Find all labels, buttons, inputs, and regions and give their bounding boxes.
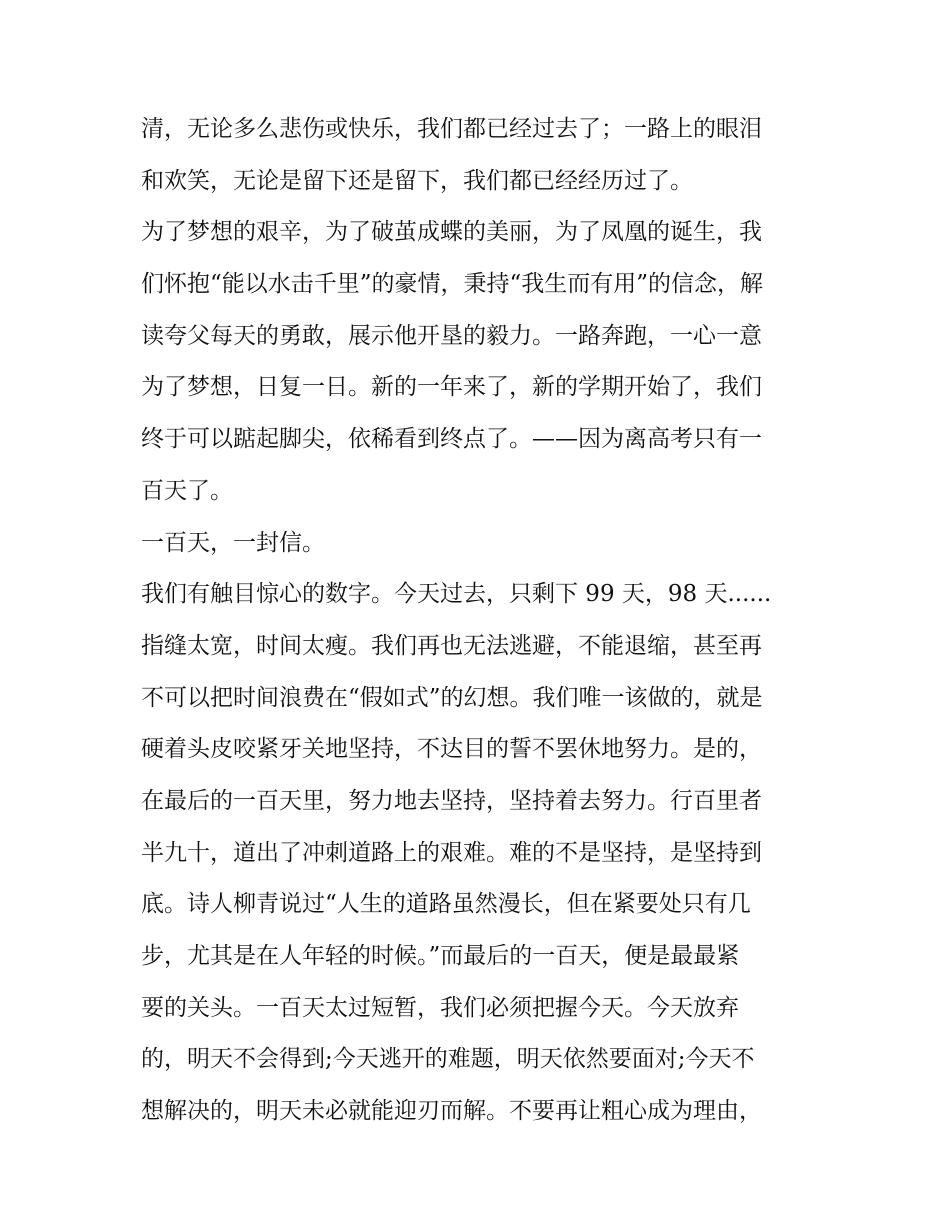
- text-line: 不可以把时间浪费在“假如式”的幻想。我们唯一该做的，就是: [141, 684, 763, 711]
- text-line: 想解决的，明天未必就能迎刃而解。不要再让粗心成为理由，: [141, 1098, 762, 1125]
- text-line: 的，明天不会得到;今天逃开的难题，明天依然要面对;今天不: [141, 1046, 755, 1073]
- text-line: 终于可以踮起脚尖，依稀看到终点了。——因为离高考只有一: [141, 426, 762, 453]
- text-line: 们怀抱“能以水击千里”的豪情，秉持“我生而有用”的信念，解: [141, 271, 764, 298]
- text-line: 为了梦想，日复一日。新的一年来了，新的学期开始了，我们: [141, 374, 762, 401]
- text-line: 底。诗人柳青说过“人生的道路虽然漫长，但在紧要处只有几: [141, 891, 751, 918]
- text-line: 为了梦想的艰辛，为了破茧成蝶的美丽，为了凤凰的诞生，我: [141, 219, 762, 246]
- text-line: 读夸父每天的勇敢，展示他开垦的毅力。一路奔跑，一心一意: [141, 322, 762, 349]
- text-line: 指缝太宽，时间太瘦。我们再也无法逃避，不能退缩，甚至再: [141, 632, 762, 659]
- text-line: 硬着头皮咬紧牙关地坚持，不达目的誓不罢休地努力。是的，: [141, 736, 762, 763]
- text-line: 半九十，道出了冲刺道路上的艰难。难的不是坚持，是坚持到: [141, 839, 762, 866]
- text-line: 在最后的一百天里，努力地去坚持，坚持着去努力。行百里者: [141, 787, 762, 814]
- text-line: 步，尤其是在人年轻的时候。”而最后的一百天，便是最最紧: [141, 943, 740, 969]
- body-text: [141, 104, 821, 1138]
- text-line: 要的关头。一百天太过短暂，我们必须把握今天。今天放弃: [141, 994, 739, 1021]
- text-line: 我们有触目惊心的数字。今天过去，只剩下 99 天，98 天......: [141, 581, 772, 608]
- text-line: 一百天，一封信。: [141, 529, 325, 556]
- text-line: 百天了。: [141, 477, 233, 504]
- text-line: 和欢笑，无论是留下还是留下，我们都已经经历过了。: [141, 167, 693, 194]
- text-line: 清，无论多么悲伤或快乐，我们都已经过去了；一路上的眼泪: [141, 116, 762, 142]
